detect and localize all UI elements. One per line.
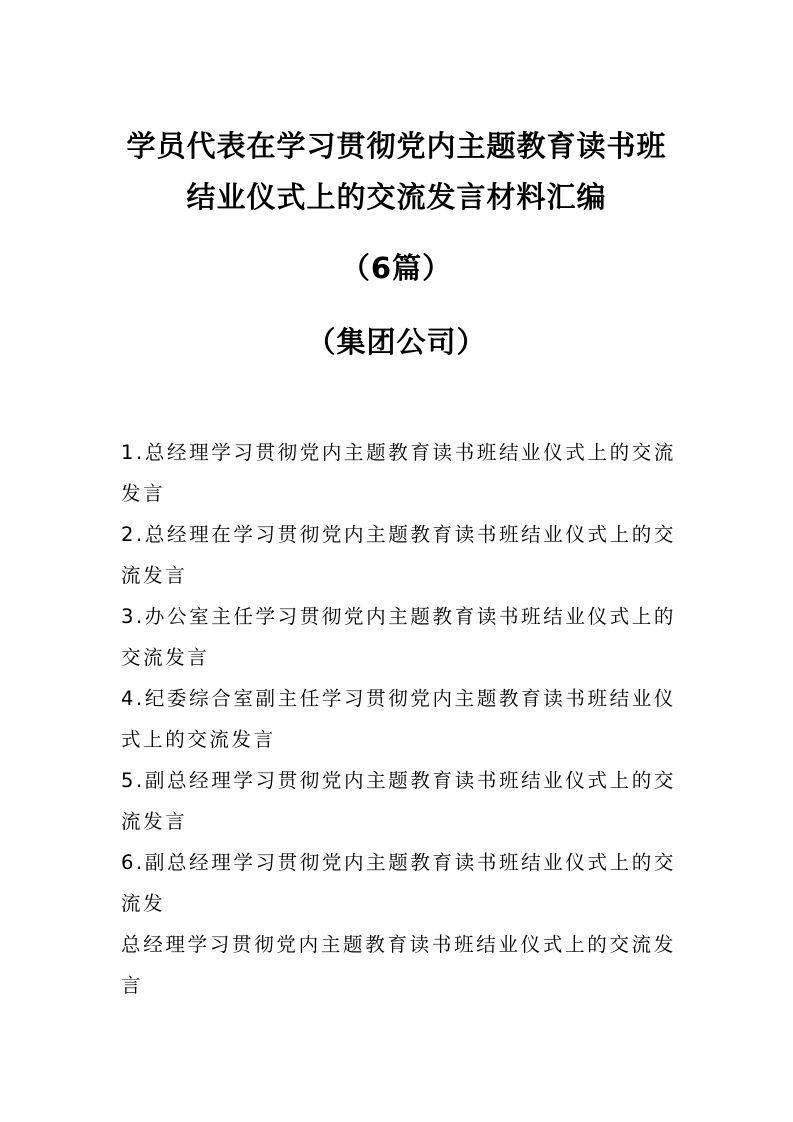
toc-item-7: 总经理学习贯彻党内主题教育读书班结业仪式上的交流发言 [121, 933, 676, 997]
toc-item-4: 4.纪委综合室副主任学习贯彻党内主题教育读书班结业仪式上的交流发言 [121, 687, 676, 751]
toc-item-6: 6.副总经理学习贯彻党内主题教育读书班结业仪式上的交流发 [121, 851, 676, 915]
document-title-line-2: 结业仪式上的交流发言材料汇编 [186, 180, 607, 214]
toc-item-5: 5.副总经理学习贯彻党内主题教育读书班结业仪式上的交流发言 [121, 769, 676, 833]
toc-item-2: 2.总经理在学习贯彻党内主题教育读书班结业仪式上的交流发言 [121, 523, 676, 587]
table-of-contents [121, 432, 676, 1006]
document-count: （6篇） [340, 251, 453, 285]
document-organization: （集团公司） [306, 325, 487, 359]
document-title-line-1: 学员代表在学习贯彻党内主题教育读书班 [126, 129, 667, 163]
toc-item-3: 3.办公室主任学习贯彻党内主题教育读书班结业仪式上的交流发言 [121, 605, 676, 669]
toc-item-1: 1.总经理学习贯彻党内主题教育读书班结业仪式上的交流发言 [121, 441, 676, 505]
